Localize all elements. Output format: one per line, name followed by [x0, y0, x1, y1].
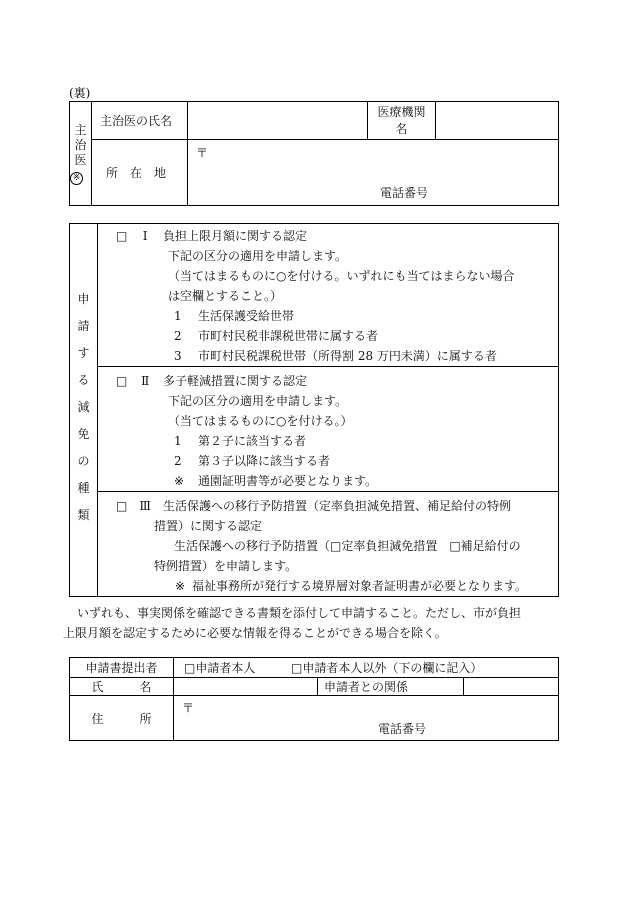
relation-label: 申請者との関係	[318, 678, 464, 696]
doctor-table	[69, 101, 559, 206]
relation-field[interactable]	[464, 678, 559, 696]
section-3-cell: □ Ⅲ 生活保護への移行予防措置（定率負担減免措置、補足給付の特例 措置）に関する認定 生活保護への移行予防措置（□定率負担減免措置 □補足給付の 特例措置）を申請します。 ※ 福祉事務所が発行する境界層対象者証明書が必要となります。	[98, 492, 559, 597]
section-1-item: 2 市町村民税非課税世帯に属する者	[174, 329, 379, 343]
reference-mark: ※	[70, 172, 83, 185]
section-2-item: 2 第３子以降に該当する者	[174, 454, 331, 468]
option-other-checkbox[interactable]: □申請者本人以外（下の欄に記入）	[291, 661, 483, 675]
reduction-type-table	[69, 223, 559, 597]
applicant-address-label: 住 所	[70, 696, 174, 741]
section-1-item: 3 市町村民税課税世帯（所得割 28 万円未満）に属する者	[174, 349, 497, 363]
doctor-address-label: 所 在 地	[92, 140, 188, 206]
submitter-table	[69, 657, 559, 741]
postal-mark: 〒	[182, 701, 195, 715]
section-1-cell: □ Ⅰ 負担上限月額に関する認定 下記の区分の適用を申請します。 （当てはまるものに○を付ける。いずれにも当てはまらない場合 は空欄とすること。） 1 生活保護受給世帯 2 市町村民税非課税世帯に属する者 3 市町村民税課税世帯（所得割 28 万円未満）に属する者	[98, 224, 559, 367]
notice-line-1: いずれも、事実関係を確認できる書類を添付して申請すること。ただし、市が負担	[77, 606, 522, 620]
institution-name-field[interactable]	[436, 102, 559, 140]
applicant-name-field[interactable]	[174, 678, 318, 696]
submitter-label: 申請書提出者	[70, 658, 174, 678]
applicant-address-field[interactable]	[174, 696, 559, 741]
section-3-checkbox[interactable]: □	[116, 499, 128, 513]
doctor-address-field[interactable]	[188, 140, 559, 206]
postal-mark: 〒	[196, 146, 209, 160]
reduction-side-label: 申 請 す る 減 免 の 種 類	[70, 224, 98, 597]
option-self-checkbox[interactable]: □申請者本人	[184, 661, 256, 675]
applicant-phone-label: 電話番号	[378, 722, 427, 736]
doctor-side-label: 主 治 医 ※	[70, 102, 92, 206]
section-3-note: ※ 福祉事務所が発行する境界層対象者証明書が必要となります。	[174, 579, 528, 593]
submitter-options	[174, 658, 559, 678]
section-1-checkbox[interactable]: □	[116, 229, 128, 243]
section-2-note: ※ 通園証明書等が必要となります。	[174, 474, 378, 488]
back-side-label: (裏)	[69, 86, 91, 100]
doctor-name-field[interactable]	[188, 102, 368, 140]
doctor-phone-label: 電話番号	[380, 186, 429, 200]
section-3-title: 生活保護への移行予防措置（定率負担減免措置、補足給付の特例	[163, 499, 512, 513]
notice-line-2: 上限月額を認定するために必要な情報を得ることができる場合を除く。	[63, 626, 447, 640]
section-2-checkbox[interactable]: □	[116, 374, 128, 388]
section-2-item: 1 第２子に該当する者	[174, 434, 307, 448]
section-1-item: 1 生活保護受給世帯	[174, 309, 295, 323]
institution-label: 医療機関 名	[368, 102, 436, 140]
applicant-name-label: 氏 名	[70, 678, 174, 696]
section-2-cell: □ Ⅱ 多子軽減措置に関する認定 下記の区分の適用を申請します。 （当てはまるものに○を付ける。） 1 第２子に該当する者 2 第３子以降に該当する者 ※ 通園証明書等が必要となります。	[98, 367, 559, 492]
section-1-title: 負担上限月額に関する認定	[163, 229, 308, 243]
doctor-name-label: 主治医の氏名	[92, 102, 188, 140]
section-2-title: 多子軽減措置に関する認定	[163, 374, 308, 388]
